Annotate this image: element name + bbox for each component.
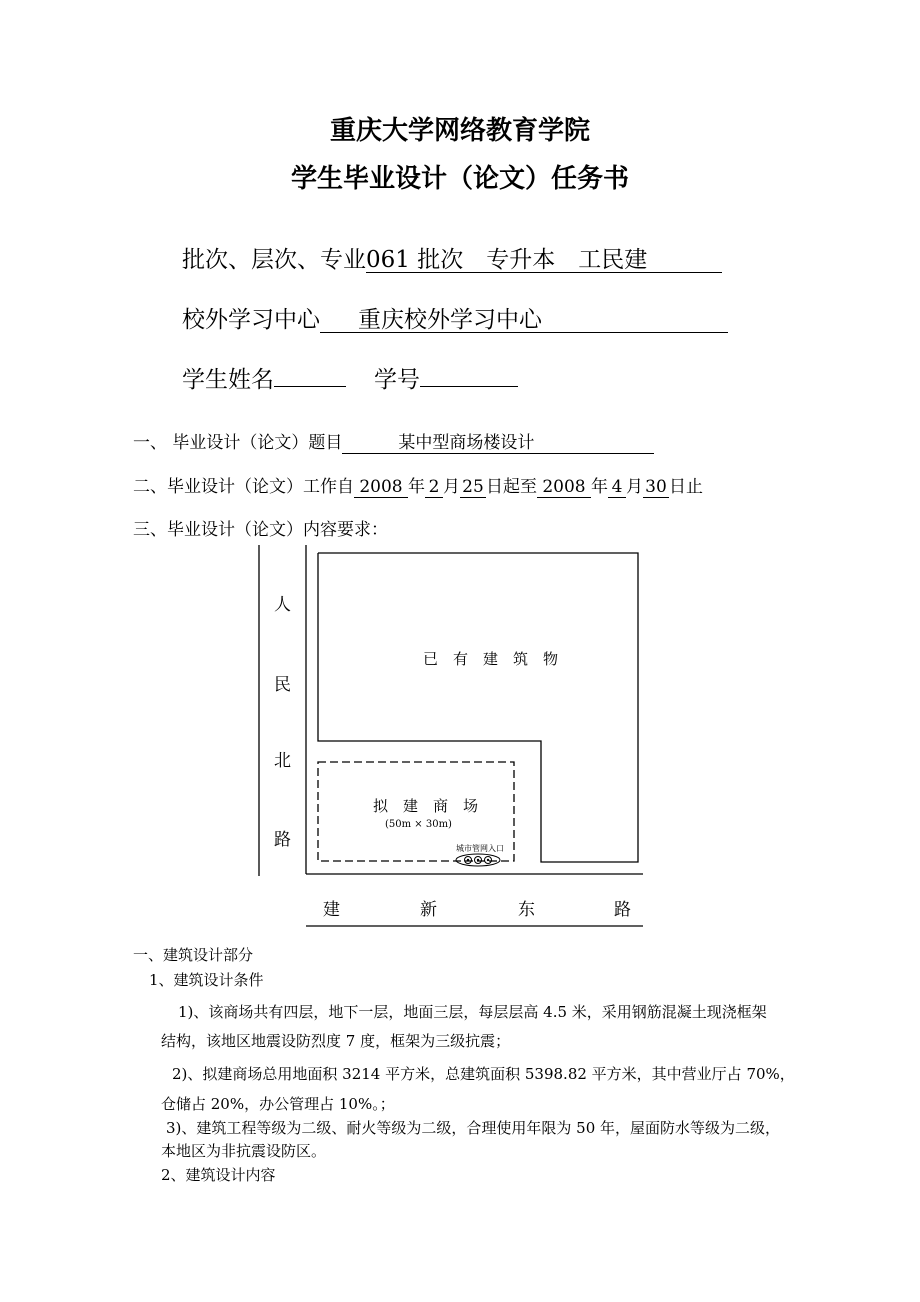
road-west-char-2: 民 bbox=[274, 675, 291, 695]
road-south-char-2: 新 bbox=[420, 900, 437, 920]
road-west-char-4: 路 bbox=[274, 830, 291, 850]
paragraph-1-line-2: 结构，该地区地震设防烈度 7 度，框架为三级抗震； bbox=[161, 1032, 511, 1050]
batch-value: 061 批次 专升本 工民建 bbox=[366, 248, 722, 273]
topic-label: 一、 毕业设计（论文）题目 bbox=[133, 433, 343, 453]
section-architecture-heading: 一、建筑设计部分 bbox=[133, 946, 254, 964]
year-label: 年 bbox=[408, 477, 425, 497]
month-label-2: 月 bbox=[626, 477, 643, 497]
start-day: 25 bbox=[460, 479, 486, 498]
topic-value: 某中型商场楼设计 bbox=[342, 435, 654, 454]
id-label: 学号 bbox=[374, 367, 420, 393]
month-label: 月 bbox=[443, 477, 460, 497]
design-content-heading: 2、建筑设计内容 bbox=[161, 1166, 276, 1184]
paragraph-3-line-2: 本地区为非抗震设防区。 bbox=[161, 1142, 327, 1160]
end-year: 2008 bbox=[537, 479, 591, 498]
paragraph-2-line-1: 2)、拟建商场总用地面积 3214 平方米，总建筑面积 5398.82 平方米，其中营业厅占 70%， bbox=[172, 1065, 795, 1083]
end-month: 4 bbox=[608, 479, 626, 498]
school-title: 重庆大学网络教育学院 bbox=[329, 116, 590, 146]
document-title: 学生毕业设计（论文）任务书 bbox=[290, 164, 629, 194]
requirements-heading: 三、毕业设计（论文）内容要求： bbox=[133, 520, 388, 540]
road-south-char-4: 路 bbox=[614, 900, 631, 920]
road-south-char-3: 东 bbox=[518, 900, 535, 920]
name-label: 学生姓名 bbox=[182, 367, 274, 393]
proposed-mall-label: 拟 建 商 场 bbox=[373, 797, 479, 815]
day-end-label: 日止 bbox=[669, 477, 703, 497]
road-west-char-3: 北 bbox=[274, 751, 291, 771]
year-label-2: 年 bbox=[591, 477, 608, 497]
mall-size-label: (50m × 30m) bbox=[385, 819, 452, 830]
design-conditions-heading: 1、建筑设计条件 bbox=[149, 971, 264, 989]
end-day: 30 bbox=[643, 479, 669, 498]
paragraph-2-line-2: 仓储占 20%，办公管理占 10%。； bbox=[161, 1095, 395, 1113]
start-month: 2 bbox=[425, 479, 443, 498]
pipe-inlet-label: 城市管网入口 bbox=[456, 844, 504, 853]
paragraph-3-line-1: 3)、建筑工程等级为二级、耐火等级为二级，合理使用年限为 50 年，屋面防水等级为二级， bbox=[166, 1119, 781, 1137]
road-south-char-1: 建 bbox=[323, 900, 340, 920]
paragraph-1-line-1: 1)、该商场共有四层，地下一层，地面三层，每层层高 4.5 米，采用钢筋混凝土现浇框架 bbox=[178, 1003, 767, 1021]
center-label: 校外学习中心 bbox=[182, 307, 320, 333]
existing-building-label: 已 有 建 筑 物 bbox=[423, 650, 559, 668]
batch-label: 批次、层次、专业 bbox=[182, 247, 366, 273]
period-label: 二、毕业设计（论文）工作自 bbox=[133, 477, 354, 497]
pipe-inlet-icon bbox=[456, 854, 500, 866]
center-value: 重庆校外学习中心 bbox=[320, 308, 728, 333]
day-to-label: 日起至 bbox=[486, 477, 537, 497]
start-year: 2008 bbox=[354, 479, 408, 498]
road-west-char-1: 人 bbox=[274, 595, 291, 615]
